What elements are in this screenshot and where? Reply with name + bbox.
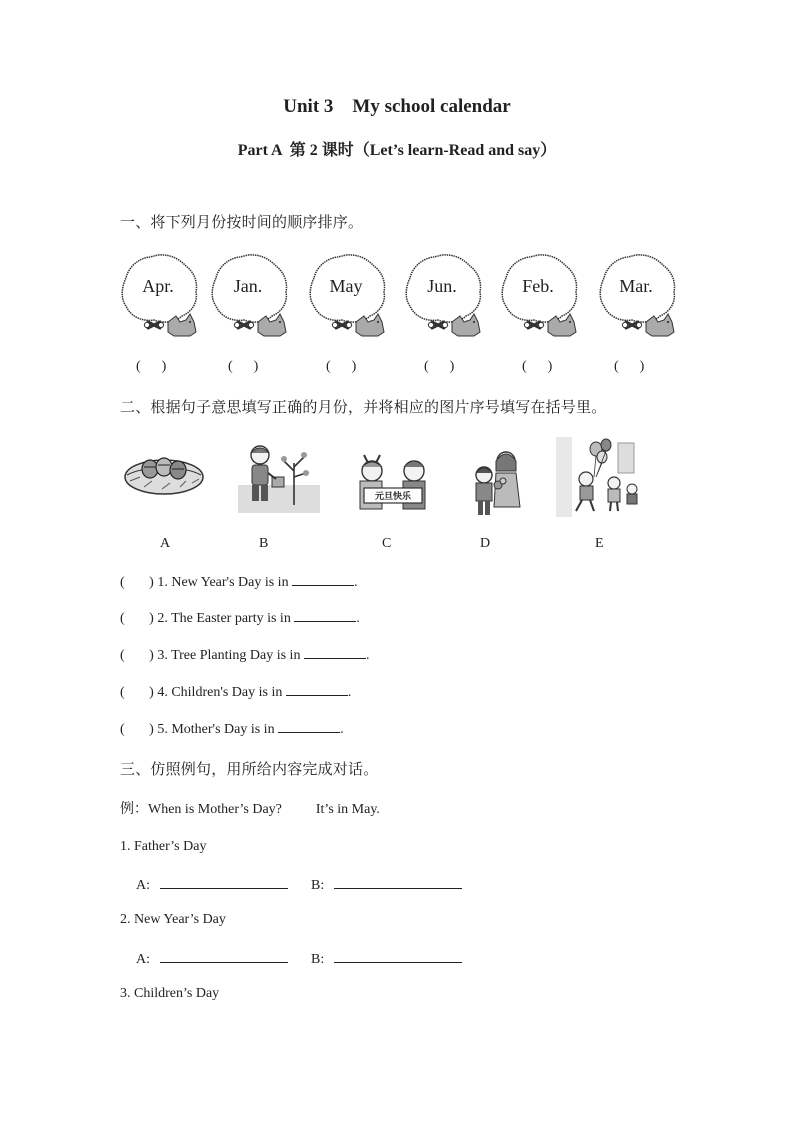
month-label: Jun. bbox=[427, 276, 457, 296]
cloud-bubble-icon bbox=[120, 252, 204, 344]
picture-letter: B bbox=[259, 536, 269, 551]
question-row bbox=[120, 573, 358, 591]
item-1-b-line: B: bbox=[311, 876, 462, 894]
example-answer: It’s in May. bbox=[315, 802, 380, 817]
question-answer-paren[interactable]: ( ) bbox=[120, 722, 154, 737]
question-row bbox=[120, 683, 351, 701]
item-2-a-blank[interactable] bbox=[160, 950, 288, 963]
question-blank[interactable] bbox=[304, 646, 366, 659]
question-text: 1. New Year's Day is in bbox=[153, 575, 293, 590]
month-bubble bbox=[308, 252, 392, 344]
question-end: . bbox=[356, 611, 360, 626]
item-1-a-line: A: bbox=[136, 876, 288, 894]
question-answer-paren[interactable]: ( ) bbox=[120, 575, 154, 590]
question-text: 2. The Easter party is in bbox=[153, 611, 295, 626]
section-2-heading: 二、根据句子意思填写正确的月份，并将相应的图片序号填写在括号里。 bbox=[120, 398, 607, 416]
question-end: . bbox=[340, 722, 344, 737]
question-answer-paren[interactable]: ( ) bbox=[120, 611, 154, 626]
item-1-b-blank[interactable] bbox=[334, 876, 462, 889]
month-bubble bbox=[210, 252, 294, 344]
picture-e-childrens-day-icon bbox=[556, 437, 642, 522]
question-row bbox=[120, 609, 360, 627]
question-text: 3. Tree Planting Day is in bbox=[153, 648, 304, 663]
month-bubble bbox=[598, 252, 682, 344]
item-2-label: 2. New Year’s Day bbox=[120, 912, 226, 927]
month-label: Jan. bbox=[233, 276, 263, 296]
question-text: 4. Children's Day is in bbox=[153, 685, 286, 700]
month-bubble bbox=[404, 252, 488, 344]
order-answer-paren[interactable]: ( ) bbox=[424, 359, 455, 374]
question-blank[interactable] bbox=[278, 720, 340, 733]
picture-letter: A bbox=[160, 536, 171, 551]
question-blank[interactable] bbox=[294, 609, 356, 622]
section-1-heading: 一、将下列月份按时间的顺序排序。 bbox=[120, 213, 364, 231]
question-blank[interactable] bbox=[286, 683, 348, 696]
order-answer-paren[interactable]: ( ) bbox=[228, 359, 259, 374]
order-answer-paren[interactable]: ( ) bbox=[614, 359, 645, 374]
question-row bbox=[120, 646, 369, 664]
item-3-label: 3. Children’s Day bbox=[120, 986, 220, 1001]
question-blank[interactable] bbox=[292, 573, 354, 586]
question-answer-paren[interactable]: ( ) bbox=[120, 648, 154, 663]
month-label: Feb. bbox=[522, 276, 554, 296]
picture-b-tree-planting-icon bbox=[238, 443, 320, 518]
item-2-b-line: B: bbox=[311, 950, 462, 968]
item-1-a-blank[interactable] bbox=[160, 876, 288, 889]
page-title: Unit 3 My school calendar bbox=[283, 96, 511, 117]
item-2-b-blank[interactable] bbox=[334, 950, 462, 963]
order-answer-paren[interactable]: ( ) bbox=[136, 359, 167, 374]
month-label: Apr. bbox=[142, 276, 174, 296]
question-end: . bbox=[354, 575, 358, 590]
picture-letter: D bbox=[480, 536, 491, 551]
example-line bbox=[120, 798, 380, 818]
banner-text: 元旦快乐 bbox=[374, 492, 411, 502]
order-answer-paren[interactable]: ( ) bbox=[326, 359, 357, 374]
example-question: When is Mother’s Day? bbox=[148, 802, 282, 817]
picture-letter: C bbox=[382, 536, 392, 551]
picture-c-new-year-icon bbox=[350, 451, 436, 522]
month-bubble bbox=[120, 252, 204, 344]
month-label: Mar. bbox=[619, 276, 653, 296]
picture-letter: E bbox=[595, 536, 604, 551]
picture-a-easter-eggs-icon bbox=[122, 437, 206, 504]
cloud-bubble-icon bbox=[500, 252, 584, 344]
section-3-heading: 三、仿照例句，用所给内容完成对话。 bbox=[120, 760, 379, 778]
cloud-bubble-icon bbox=[210, 252, 294, 344]
question-end: . bbox=[365, 648, 370, 663]
example-prefix: 例： bbox=[120, 801, 148, 817]
month-label: May bbox=[329, 276, 363, 296]
picture-d-mothers-day-icon bbox=[466, 449, 526, 522]
question-row bbox=[120, 720, 344, 738]
page-subtitle: Part A 第 2 课时（Let’s learn-Read and say） bbox=[237, 142, 557, 159]
cloud-bubble-icon bbox=[598, 252, 682, 344]
question-answer-paren[interactable]: ( ) bbox=[120, 685, 154, 700]
question-text: 5. Mother's Day is in bbox=[153, 722, 279, 737]
item-2-a-line: A: bbox=[136, 950, 288, 968]
item-1-label: 1. Father’s Day bbox=[120, 839, 207, 854]
cloud-bubble-icon bbox=[404, 252, 488, 344]
question-end: . bbox=[347, 685, 352, 700]
order-answer-paren[interactable]: ( ) bbox=[522, 359, 553, 374]
month-bubble bbox=[500, 252, 584, 344]
cloud-bubble-icon bbox=[308, 252, 392, 344]
